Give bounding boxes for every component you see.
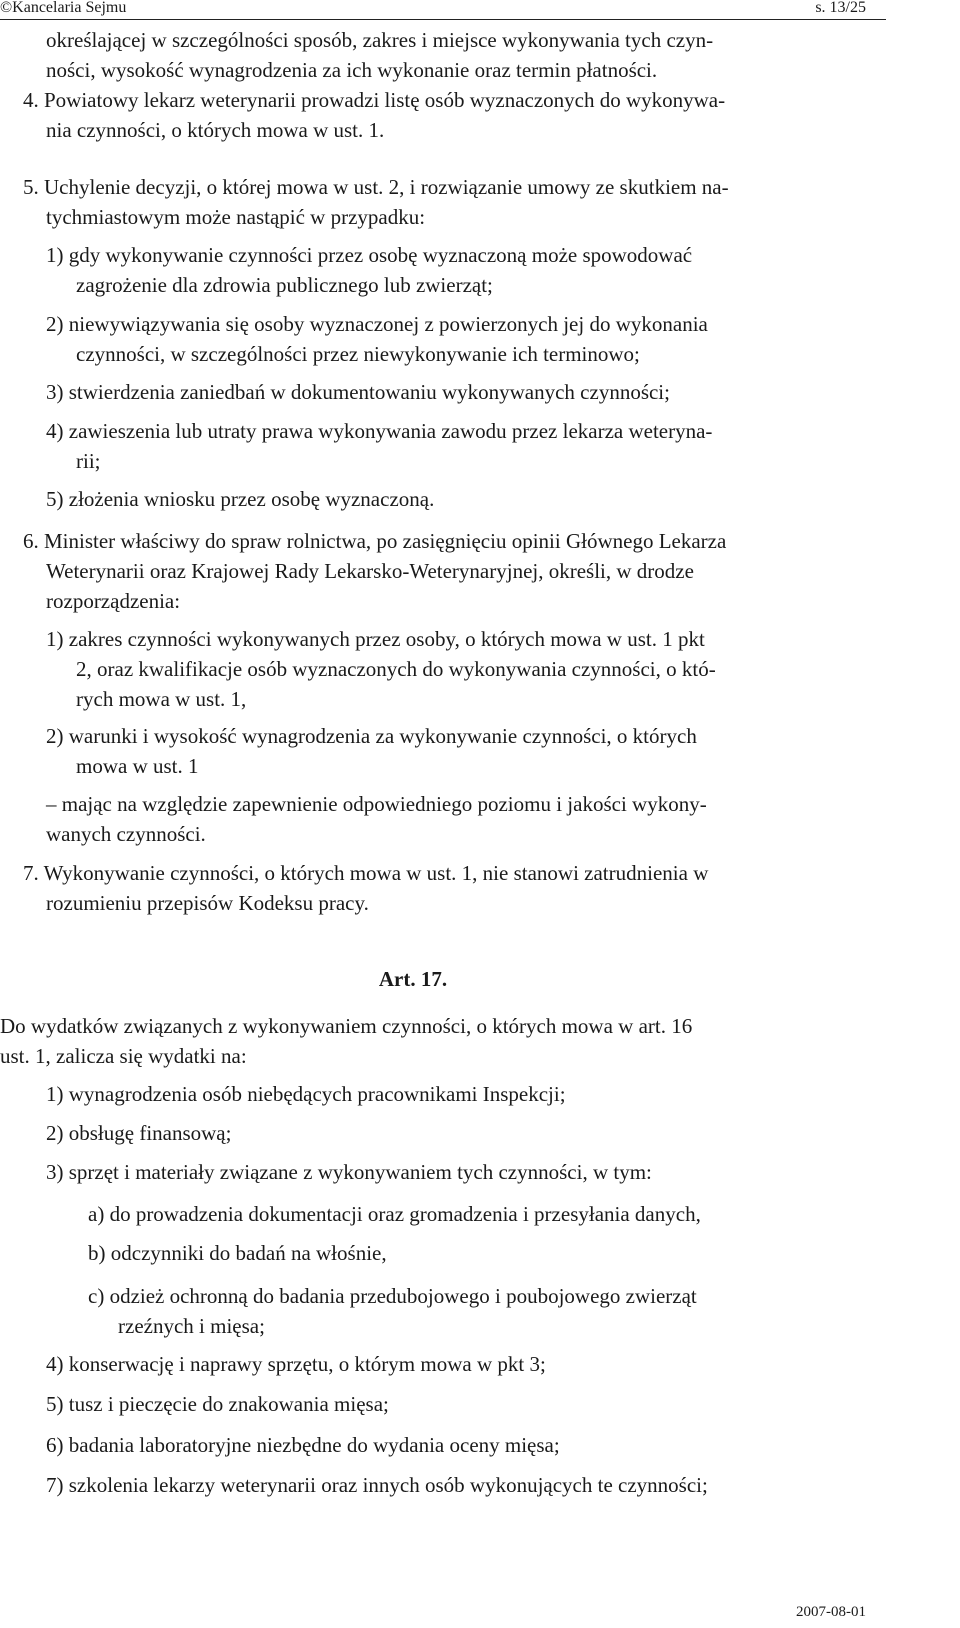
paragraph-17: 3) sprzęt i materiały związane z wykonywaniem tych czynności, w tym: [46, 1160, 652, 1184]
paragraph-10: 1) zakres czynności wykonywanych przez osoby, o których mowa w ust. 1 pkt 2, oraz kwalifikacje osób wyznaczonych do wykonywania czynności, o któ- rych mowa w ust. 1, [46, 627, 716, 711]
paragraph-1: określającej w szczególności sposób, zakres i miejsce wykonywania tych czyn- ności, wysokość wynagrodzenia za ich wykonanie oraz termin płatności. [46, 28, 714, 82]
paragraph-23: 6) badania laboratoryjne niezbędne do wydania oceny mięsa; [46, 1433, 560, 1457]
article-heading: Art. 17. [378, 967, 448, 991]
paragraph-2: 4. Powiatowy lekarz weterynarii prowadzi listę osób wyznaczonych do wykonywa- nia czynności, o których mowa w ust. 1. [23, 88, 726, 142]
page-footer-date: 2007-08-01 [796, 1604, 866, 1620]
paragraph-20: c) odzież ochronną do badania przedubojowego i poubojowego zwierząt rzeźnych i mięsa; [88, 1284, 697, 1338]
paragraph-11: 2) warunki i wysokość wynagrodzenia za wykonywanie czynności, o których mowa w ust. 1 [46, 724, 697, 778]
paragraph-6: 3) stwierdzenia zaniedbań w dokumentowaniu wykonywanych czynności; [46, 380, 670, 404]
paragraph-9: 6. Minister właściwy do spraw rolnictwa, po zasięgnięciu opinii Głównego Lekarza Weterynarii oraz Krajowej Rady Lekarsko-Weterynaryjnej, określi, w drodze rozporządzenia: [23, 529, 727, 613]
paragraph-5: 2) niewywiązywania się osoby wyznaczonej z powierzonych jej do wykonania czynności, w szczególności przez niewykonywanie ich terminowo; [46, 312, 708, 366]
paragraph-7: 4) zawieszenia lub utraty prawa wykonywania zawodu przez lekarza weteryna- rii; [46, 419, 713, 473]
paragraph-21: 4) konserwację i naprawy sprzętu, o którym mowa w pkt 3; [46, 1352, 546, 1376]
paragraph-4: 1) gdy wykonywanie czynności przez osobę wyznaczoną może spowodować zagrożenie dla zdrowia publicznego lub zwierząt; [46, 243, 693, 297]
header-divider [0, 19, 886, 20]
paragraph-18: a) do prowadzenia dokumentacji oraz gromadzenia i przesyłania danych, [88, 1202, 701, 1226]
paragraph-14: Do wydatków związanych z wykonywaniem czynności, o których mowa w art. 16 ust. 1, zalicza się wydatki na: [0, 1014, 693, 1068]
paragraph-24: 7) szkolenia lekarzy weterynarii oraz innych osób wykonujących te czynności; [46, 1473, 708, 1497]
paragraph-22: 5) tusz i pieczęcie do znakowania mięsa; [46, 1392, 389, 1416]
paragraph-13: 7. Wykonywanie czynności, o których mowa w ust. 1, nie stanowi zatrudnienia w rozumieniu przepisów Kodeksu pracy. [23, 861, 709, 915]
paragraph-3: 5. Uchylenie decyzji, o której mowa w ust. 2, i rozwiązanie umowy ze skutkiem na- tychmiastowym może nastąpić w przypadku: [23, 175, 729, 229]
paragraph-16: 2) obsługę finansową; [46, 1121, 232, 1145]
page-number: s. 13/25 [815, 0, 866, 16]
paragraph-15: 1) wynagrodzenia osób niebędących pracownikami Inspekcji; [46, 1082, 566, 1106]
paragraph-8: 5) złożenia wniosku przez osobę wyznaczoną. [46, 487, 435, 511]
paragraph-12: – mając na względzie zapewnienie odpowiedniego poziomu i jakości wykony- wanych czynności. [46, 792, 707, 846]
paragraph-19: b) odczynniki do badań na włośnie, [88, 1241, 387, 1265]
copyright-label: ©Kancelaria Sejmu [0, 0, 127, 16]
page-header [0, 0, 960, 20]
